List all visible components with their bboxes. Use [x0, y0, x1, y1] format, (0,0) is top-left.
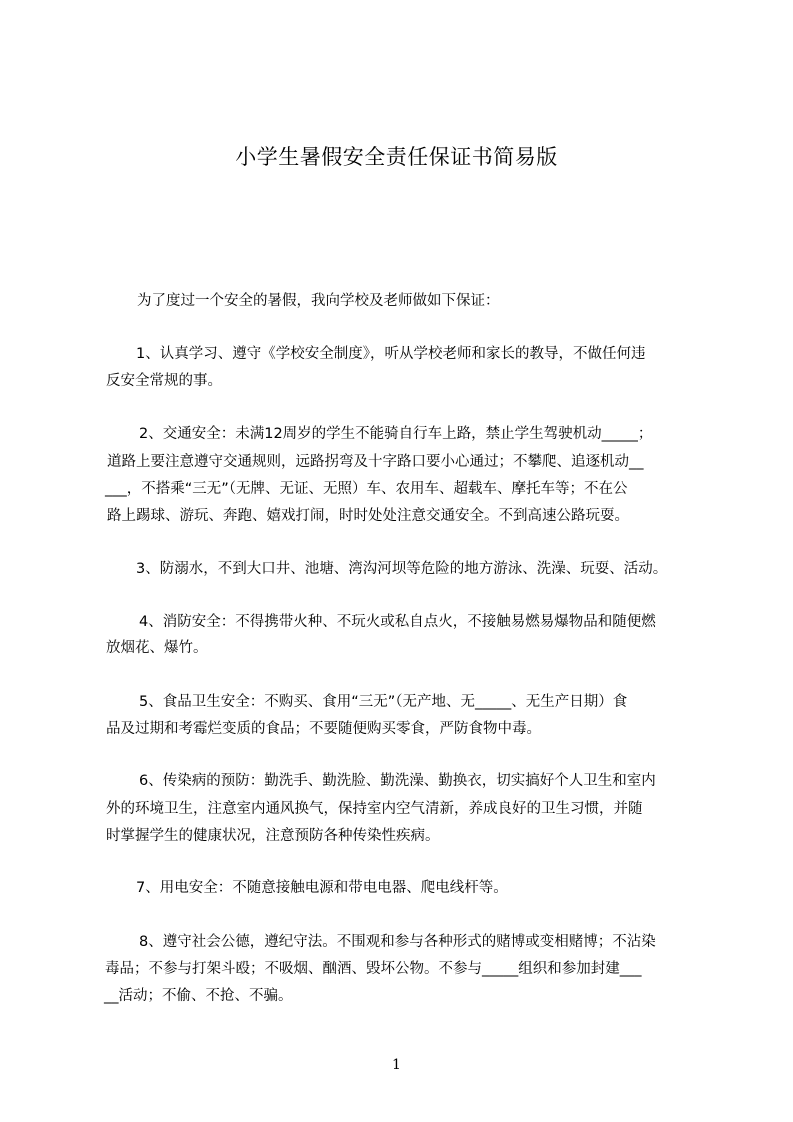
item-4-line-2: 放烟花、爆竹。 — [106, 640, 208, 656]
document-title: 小学生暑假安全责任保证书简易版 — [235, 145, 558, 169]
item-6-line-3: 时掌握学生的健康状况，注意预防各种传染性疾病。 — [106, 828, 440, 844]
item-7-line-1: 7、用电安全：不随意接触电源和带电电器、爬电线杆等。 — [136, 880, 508, 896]
item-2-line-2: 道路上要注意遵守交通规则，远路拐弯及十字路口要小心通过；不攀爬、追逐机动__ — [107, 454, 644, 470]
intro-paragraph: 为了度过一个安全的暑假，我向学校及老师做如下保证： — [137, 293, 500, 309]
item-5-line-1: 5、食品卫生安全：不购买、食用“三无”（无产地、无_____、无生产日期）食 — [139, 694, 628, 710]
page-number: 1 — [392, 1057, 401, 1073]
item-8-line-2: 毒品；不参与打架斗殴；不吸烟、酗酒、毁坏公物。不参与_____组织和参加封建___ — [105, 961, 642, 977]
item-5-line-2: 品及过期和考霉烂变质的食品；不要随便购买零食，严防食物中毒。 — [106, 721, 541, 737]
item-2-line-3: ___，不搭乘“三无”（无牌、无证、无照）车、农用车、超载车、摩托车等；不在公 — [105, 481, 628, 497]
item-8-line-3: __活动；不偷、不抢、不骗。 — [104, 988, 293, 1004]
item-8-line-1: 8、遵守社会公德，遵纪守法。不围观和参与各种形式的赌博或变相赌博；不沾染 — [139, 934, 656, 950]
item-6-line-2: 外的环境卫生，注意室内通风换气，保持室内空气清新，养成良好的卫生习惯，并随 — [106, 801, 643, 817]
item-1-line-2: 反安全常规的事。 — [106, 373, 222, 389]
item-2-line-1: 2、交通安全：未满12周岁的学生不能骑自行车上路，禁止学生驾驶机动_____； — [139, 426, 653, 442]
item-1-line-1: 1、认真学习、遵守《学校安全制度》，听从学校老师和家长的教导，不做任何违 — [136, 346, 646, 362]
item-6-line-1: 6、传染病的预防：勤洗手、勤洗脸、勤洗澡、勤换衣，切实搞好个人卫生和室内 — [139, 773, 656, 789]
item-4-line-1: 4、消防安全：不得携带火种、不玩火或私自点火，不接触易燃易爆物品和随便燃 — [139, 614, 656, 630]
item-3-line-1: 3、防溺水，不到大口井、池塘、湾沟河坝等危险的地方游泳、洗澡、玩耍、活动。 — [136, 561, 668, 577]
item-2-line-4: 路上踢球、游玩、奔跑、嬉戏打闹，时时处处注意交通安全。不到高速公路玩耍。 — [107, 508, 629, 524]
